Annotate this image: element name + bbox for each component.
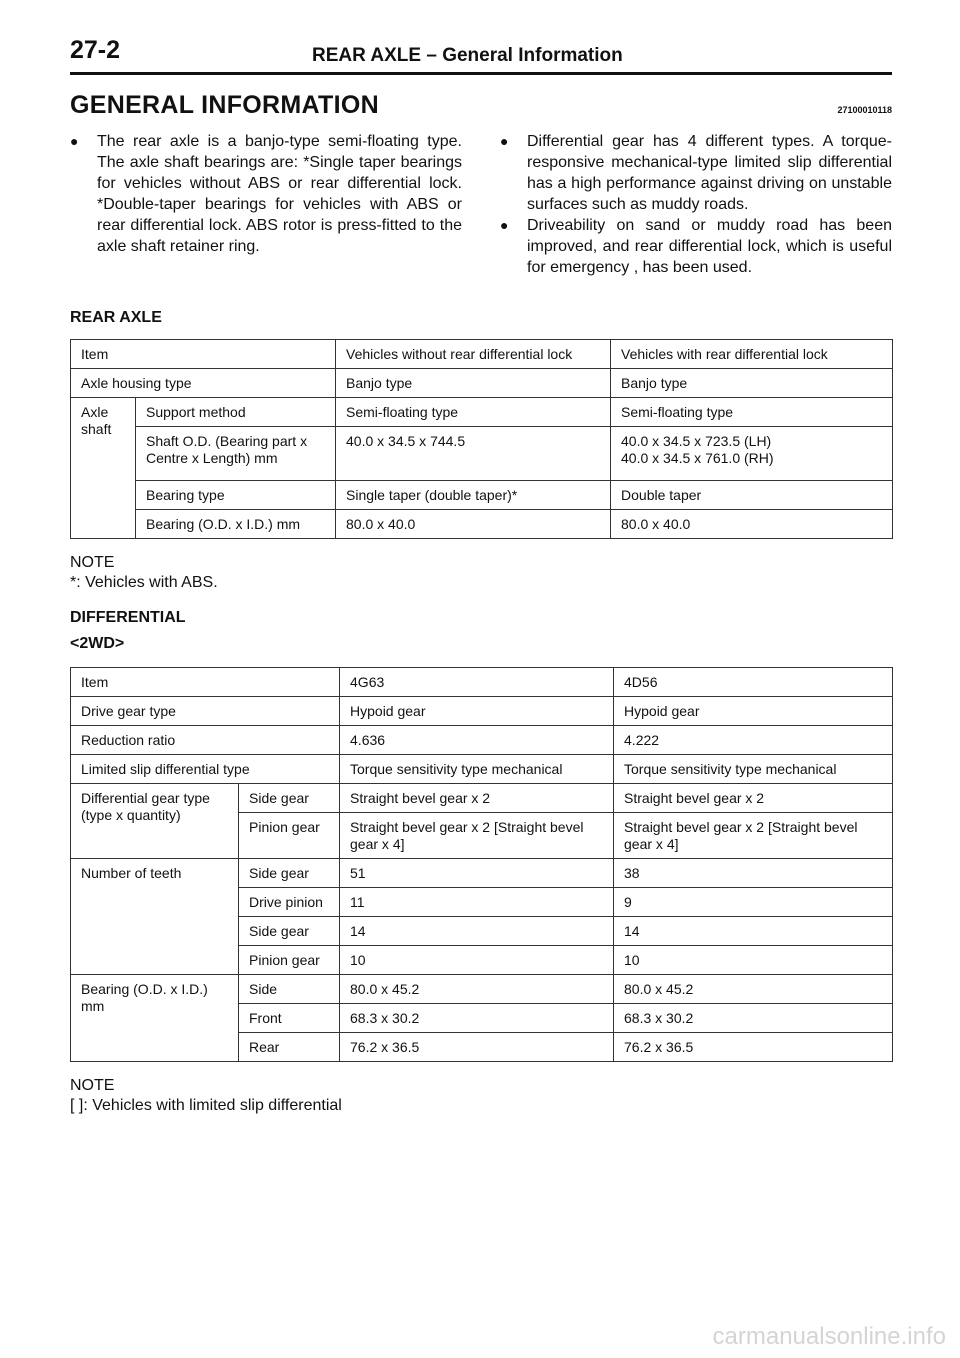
intro-columns xyxy=(70,131,892,301)
table-row xyxy=(71,481,893,510)
table-cell: 4.222 xyxy=(614,726,893,755)
table-cell: Limited slip differential type xyxy=(71,755,340,784)
table-cell: Single taper (double taper)* xyxy=(336,481,611,510)
section-title-row xyxy=(70,91,892,131)
table-cell: 76.2 x 36.5 xyxy=(340,1033,614,1062)
table-cell: Hypoid gear xyxy=(614,697,893,726)
document-page xyxy=(70,0,892,1116)
table-cell: Drive pinion xyxy=(239,888,340,917)
page-header xyxy=(70,0,892,75)
table-cell: Item xyxy=(71,340,336,369)
axle-shaft-label: Axle shaft xyxy=(71,398,136,539)
table-row xyxy=(71,975,893,1004)
differential-table xyxy=(70,667,893,1062)
table-cell: Front xyxy=(239,1004,340,1033)
table-cell: Straight bevel gear x 2 xyxy=(340,784,614,813)
table-cell: 40.0 x 34.5 x 744.5 xyxy=(336,427,611,481)
table-cell: Vehicles without rear differential lock xyxy=(336,340,611,369)
table-cell: Side gear xyxy=(239,917,340,946)
differential-heading: DIFFERENTIAL xyxy=(70,609,186,626)
intro-bullet xyxy=(500,215,892,278)
table-cell: Pinion gear xyxy=(239,813,340,859)
table-cell: 80.0 x 40.0 xyxy=(611,510,893,539)
watermark: carmanualsonline.info xyxy=(712,1323,946,1350)
table-row xyxy=(71,369,893,398)
table-cell: 51 xyxy=(340,859,614,888)
table-cell: 80.0 x 45.2 xyxy=(340,975,614,1004)
section-code: 27100010118 xyxy=(837,105,892,115)
table-cell: Straight bevel gear x 2 xyxy=(614,784,893,813)
table-cell: 14 xyxy=(340,917,614,946)
table-cell: Torque sensitivity type mechanical xyxy=(614,755,893,784)
rear-axle-heading: REAR AXLE xyxy=(70,309,162,326)
section-title: GENERAL INFORMATION xyxy=(70,91,379,119)
table-cell: Banjo type xyxy=(336,369,611,398)
table-cell: 76.2 x 36.5 xyxy=(614,1033,893,1062)
note-title: NOTE xyxy=(70,1077,115,1094)
table-cell: Hypoid gear xyxy=(340,697,614,726)
table-row xyxy=(71,755,893,784)
table-cell: Semi-floating type xyxy=(336,398,611,427)
table-cell: 4.636 xyxy=(340,726,614,755)
table-cell: 4D56 xyxy=(614,668,893,697)
table-cell: Reduction ratio xyxy=(71,726,340,755)
table-cell: 10 xyxy=(340,946,614,975)
bullet-text: Driveability on sand or muddy road has been improved, and rear differential lock, which is useful for emergency , has been used. xyxy=(527,217,892,276)
table-cell: 9 xyxy=(614,888,893,917)
table-cell: 14 xyxy=(614,917,893,946)
table-cell: 10 xyxy=(614,946,893,975)
table-cell: Item xyxy=(71,668,340,697)
table-cell: Side gear xyxy=(239,784,340,813)
bullet-text: The rear axle is a banjo-type semi-floating type. The axle shaft bearings are: *Single taper bearings for vehicles without ABS or rear differential lock. *Double-taper bearings for vehicles with ABS or rear differential lock. ABS rotor is press-fitted to the axle shaft retainer ring. xyxy=(97,133,462,255)
page-number: 27-2 xyxy=(70,36,121,64)
intro-bullet xyxy=(500,131,892,215)
table-cell: 11 xyxy=(340,888,614,917)
table-header-row xyxy=(71,668,893,697)
note-title: NOTE xyxy=(70,554,115,571)
table-cell: Straight bevel gear x 2 [Straight bevel gear x 4] xyxy=(614,813,893,859)
table-cell: 68.3 x 30.2 xyxy=(340,1004,614,1033)
running-title: REAR AXLE – General Information xyxy=(312,45,623,66)
bullet-text: Differential gear has 4 different types. A torque-responsive mechanical-type limited slip differential has a high performance against driving on unstable surfaces such as muddy roads. xyxy=(527,133,892,213)
table-cell: 68.3 x 30.2 xyxy=(614,1004,893,1033)
bullet-icon: ● xyxy=(500,133,509,149)
differential-note xyxy=(70,1076,892,1116)
group-label: Bearing (O.D. x I.D.) mm xyxy=(71,975,239,1062)
rear-axle-note xyxy=(70,553,892,593)
bullet-icon: ● xyxy=(500,217,509,233)
group-label: Differential gear type (type x quantity) xyxy=(71,784,239,859)
table-cell: Bearing (O.D. x I.D.) mm xyxy=(136,510,336,539)
table-cell: 38 xyxy=(614,859,893,888)
table-row xyxy=(71,510,893,539)
table-cell: Support method xyxy=(136,398,336,427)
bullet-icon: ● xyxy=(70,133,79,149)
intro-bullet xyxy=(70,131,462,257)
table-header-row xyxy=(71,340,893,369)
table-cell: Shaft O.D. (Bearing part x Centre x Length) mm xyxy=(136,427,336,481)
note-text: [ ]: Vehicles with limited slip differential xyxy=(70,1097,342,1114)
table-cell: Rear xyxy=(239,1033,340,1062)
table-row xyxy=(71,427,893,481)
table-cell: Drive gear type xyxy=(71,697,340,726)
table-row xyxy=(71,726,893,755)
table-cell: 4G63 xyxy=(340,668,614,697)
table-cell: Straight bevel gear x 2 [Straight bevel gear x 4] xyxy=(340,813,614,859)
table-cell: Pinion gear xyxy=(239,946,340,975)
group-label: Number of teeth xyxy=(71,859,239,975)
intro-left-column xyxy=(70,131,462,257)
differential-subheading: <2WD> xyxy=(70,635,125,652)
table-cell: Double taper xyxy=(611,481,893,510)
table-cell: Vehicles with rear differential lock xyxy=(611,340,893,369)
table-cell: Banjo type xyxy=(611,369,893,398)
table-row xyxy=(71,859,893,888)
note-text: *: Vehicles with ABS. xyxy=(70,574,218,591)
table-row xyxy=(71,398,893,427)
table-cell: Semi-floating type xyxy=(611,398,893,427)
table-cell: 80.0 x 45.2 xyxy=(614,975,893,1004)
rear-axle-table xyxy=(70,339,893,539)
table-row xyxy=(71,697,893,726)
table-cell: Torque sensitivity type mechanical xyxy=(340,755,614,784)
table-cell: Side gear xyxy=(239,859,340,888)
table-cell: 40.0 x 34.5 x 723.5 (LH) 40.0 x 34.5 x 761.0 (RH) xyxy=(611,427,893,481)
table-row xyxy=(71,784,893,813)
table-cell: 80.0 x 40.0 xyxy=(336,510,611,539)
table-cell: Axle housing type xyxy=(71,369,336,398)
intro-right-column xyxy=(500,131,892,278)
table-cell: Side xyxy=(239,975,340,1004)
table-cell: Bearing type xyxy=(136,481,336,510)
